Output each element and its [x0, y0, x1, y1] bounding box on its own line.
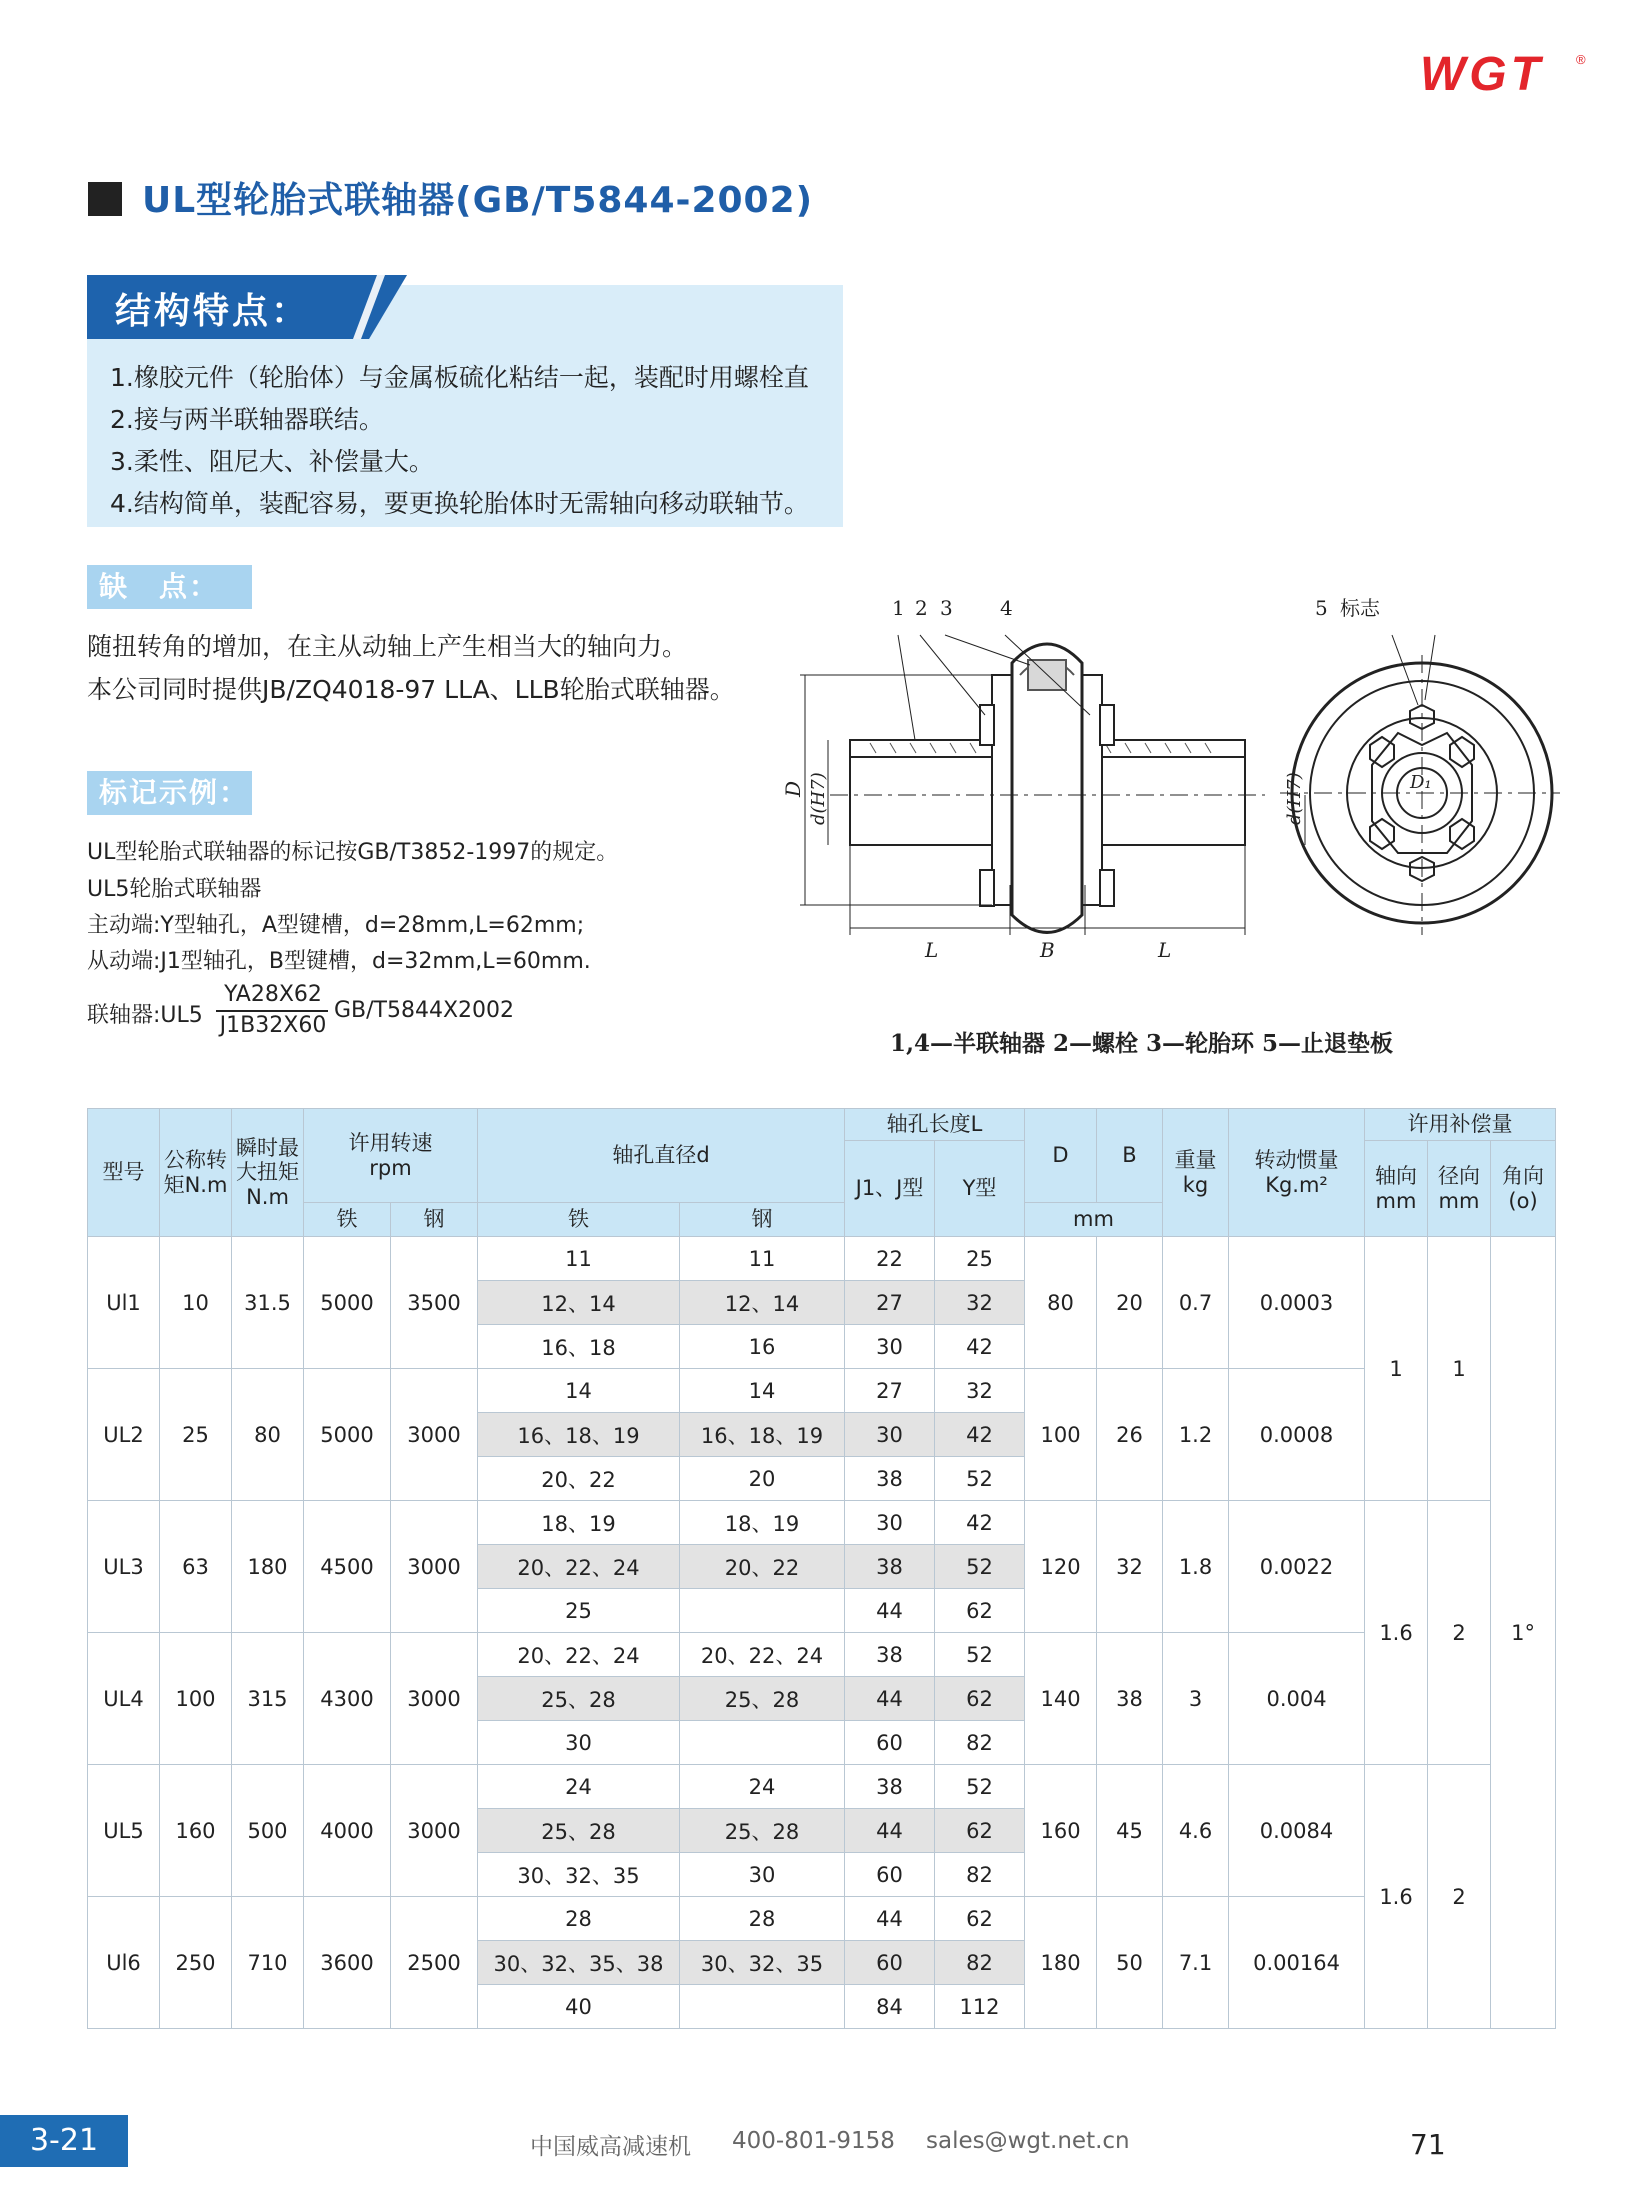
defects-line-1: 随扭转角的增加，在主从动轴上产生相当大的轴向力。	[87, 632, 688, 661]
length-y-cell: 42	[935, 1501, 1025, 1545]
bore-steel-cell: 20、22	[680, 1545, 845, 1589]
length-y-cell: 32	[935, 1281, 1025, 1325]
inertia-cell: 0.0084	[1229, 1765, 1365, 1897]
bore-steel-cell: 12、14	[680, 1281, 845, 1325]
drawing-label-dH7-side: d(H7)	[808, 772, 829, 825]
header-mm: mm	[1025, 1203, 1163, 1237]
length-y-cell: 32	[935, 1369, 1025, 1413]
weight-cell: 0.7	[1163, 1237, 1229, 1369]
weight-cell: 1.2	[1163, 1369, 1229, 1501]
header-bore: 轴孔直径d	[478, 1109, 845, 1203]
length-y-cell: 82	[935, 1853, 1025, 1897]
speed-steel-cell: 3000	[391, 1765, 478, 1897]
logo-text: WGT	[1420, 48, 1544, 98]
B-cell: 50	[1097, 1897, 1163, 2029]
bore-steel-cell	[680, 1589, 845, 1633]
bore-steel-cell: 25、28	[680, 1677, 845, 1721]
drawing-label-L-right: L	[1158, 938, 1172, 962]
speed-iron-cell: 5000	[304, 1237, 391, 1369]
length-y-cell: 42	[935, 1325, 1025, 1369]
header-axial-unit: mm	[1375, 1188, 1417, 1213]
header-angle-unit: (o)	[1508, 1188, 1538, 1213]
inertia-cell: 0.004	[1229, 1633, 1365, 1765]
D-cell: 180	[1025, 1897, 1097, 2029]
length-j1-cell: 30	[845, 1413, 935, 1457]
D-cell: 120	[1025, 1501, 1097, 1633]
bore-steel-cell: 28	[680, 1897, 845, 1941]
marking-heading: 标记示例：	[87, 771, 252, 815]
torque-cell: 10	[160, 1237, 232, 1369]
model-cell: UL5	[88, 1765, 160, 1897]
speed-iron-cell: 5000	[304, 1369, 391, 1501]
drawing-label-D1: D₁	[1410, 772, 1432, 793]
peak-cell: 315	[232, 1633, 304, 1765]
bore-iron-cell: 40	[478, 1985, 680, 2029]
length-j1-cell: 44	[845, 1589, 935, 1633]
radial-comp-cell: 2	[1428, 1501, 1491, 1765]
table-row	[88, 1501, 1556, 1545]
bore-iron-cell: 20、22、24	[478, 1633, 680, 1677]
bore-iron-cell: 24	[478, 1765, 680, 1809]
header-y: Y型	[935, 1141, 1025, 1237]
bore-steel-cell: 30、32、35	[680, 1941, 845, 1985]
page-title: UL型轮胎式联轴器(GB/T5844-2002)	[142, 180, 814, 221]
spec-table	[87, 1108, 1556, 2029]
axial-comp-cell: 1.6	[1365, 1501, 1428, 1765]
length-j1-cell: 84	[845, 1985, 935, 2029]
bore-iron-cell: 20、22	[478, 1457, 680, 1501]
header-axial	[1365, 1141, 1428, 1237]
marking-formula-suffix: GB/T5844X2002	[334, 998, 515, 1023]
length-j1-cell: 38	[845, 1633, 935, 1677]
drawing-label-dH7-front: d(H7)	[1284, 772, 1305, 825]
table-row	[88, 1765, 1556, 1809]
length-y-cell: 52	[935, 1633, 1025, 1677]
bore-iron-cell: 16、18、19	[478, 1413, 680, 1457]
length-y-cell: 82	[935, 1941, 1025, 1985]
page-number: 71	[1410, 2128, 1446, 2161]
fraction-bar	[216, 1010, 328, 1012]
model-cell: Ul6	[88, 1897, 160, 2029]
drawing-label-4: 4	[1000, 596, 1013, 620]
speed-iron-cell: 4000	[304, 1765, 391, 1897]
bore-iron-cell: 25、28	[478, 1677, 680, 1721]
drawing-caption: 1,4—半联轴器 2—螺栓 3—轮胎环 5—止退垫板	[890, 1030, 1394, 1057]
header-speed-steel: 钢	[391, 1203, 478, 1237]
marking-formula-denominator: J1B32X60	[219, 1013, 327, 1038]
bore-steel-cell: 18、19	[680, 1501, 845, 1545]
marking-line-2: UL5轮胎式联轴器	[87, 877, 262, 902]
B-cell: 32	[1097, 1501, 1163, 1633]
angle-comp-cell: 1°	[1491, 1237, 1556, 2029]
axial-comp-cell: 1.6	[1365, 1765, 1428, 2029]
torque-cell: 100	[160, 1633, 232, 1765]
header-compensation: 许用补偿量	[1365, 1109, 1556, 1141]
length-y-cell: 42	[935, 1413, 1025, 1457]
length-j1-cell: 30	[845, 1325, 935, 1369]
header-bore-iron: 铁	[478, 1203, 680, 1237]
header-inertia-label: 转动惯量	[1254, 1148, 1339, 1173]
speed-iron-cell: 4500	[304, 1501, 391, 1633]
title-square-icon	[88, 182, 122, 216]
header-length: 轴孔长度L	[845, 1109, 1025, 1141]
length-j1-cell: 44	[845, 1897, 935, 1941]
header-D: D	[1025, 1109, 1097, 1203]
header-weight-label: 重量	[1174, 1148, 1217, 1173]
B-cell: 38	[1097, 1633, 1163, 1765]
length-j1-cell: 27	[845, 1281, 935, 1325]
footer-email: sales@wgt.net.cn	[926, 2128, 1130, 2154]
length-j1-cell: 60	[845, 1853, 935, 1897]
torque-cell: 160	[160, 1765, 232, 1897]
speed-iron-cell: 4300	[304, 1633, 391, 1765]
header-bore-steel: 钢	[680, 1203, 845, 1237]
radial-comp-cell: 2	[1428, 1765, 1491, 2029]
header-radial	[1428, 1141, 1491, 1237]
length-y-cell: 52	[935, 1765, 1025, 1809]
speed-steel-cell: 3000	[391, 1501, 478, 1633]
footer-company: 中国威高减速机	[530, 2134, 691, 2160]
inertia-cell: 0.0022	[1229, 1501, 1365, 1633]
drawing-label-2: 2	[915, 596, 928, 620]
length-j1-cell: 22	[845, 1237, 935, 1281]
length-y-cell: 112	[935, 1985, 1025, 2029]
B-cell: 26	[1097, 1369, 1163, 1501]
model-cell: UL2	[88, 1369, 160, 1501]
features-heading: 结构特点：	[115, 291, 311, 332]
length-j1-cell: 60	[845, 1941, 935, 1985]
logo-registered-mark: ®	[1576, 52, 1586, 67]
bore-steel-cell: 20、22、24	[680, 1633, 845, 1677]
bore-iron-cell: 12、14	[478, 1281, 680, 1325]
drawing-label-3: 3	[940, 596, 953, 620]
coupling-drawing	[780, 585, 1560, 980]
header-model: 型号	[88, 1109, 160, 1237]
length-y-cell: 25	[935, 1237, 1025, 1281]
bore-steel-cell: 11	[680, 1237, 845, 1281]
bore-steel-cell	[680, 1721, 845, 1765]
drawing-label-1: 1	[892, 596, 905, 620]
header-speed-unit: rpm	[369, 1155, 412, 1180]
defects-heading: 缺 点：	[87, 565, 252, 609]
model-cell: Ul1	[88, 1237, 160, 1369]
wgt-logo	[1420, 48, 1590, 98]
model-cell: UL4	[88, 1633, 160, 1765]
header-inertia	[1229, 1109, 1365, 1237]
marking-line-3: 主动端:Y型轴孔，A型键槽，d=28mm,L=62mm;	[87, 913, 585, 938]
inertia-cell: 0.0008	[1229, 1369, 1365, 1501]
radial-comp-cell: 1	[1428, 1237, 1491, 1501]
bore-iron-cell: 30、32、35、38	[478, 1941, 680, 1985]
bore-iron-cell: 11	[478, 1237, 680, 1281]
table-row	[88, 1237, 1556, 1281]
header-angle	[1491, 1141, 1556, 1237]
torque-cell: 63	[160, 1501, 232, 1633]
bore-steel-cell: 14	[680, 1369, 845, 1413]
length-y-cell: 62	[935, 1677, 1025, 1721]
peak-cell: 180	[232, 1501, 304, 1633]
length-y-cell: 52	[935, 1457, 1025, 1501]
length-j1-cell: 44	[845, 1809, 935, 1853]
bore-iron-cell: 18、19	[478, 1501, 680, 1545]
marking-line-4: 从动端:J1型轴孔，B型键槽，d=32mm,L=60mm.	[87, 949, 591, 974]
header-j1: J1、J型	[845, 1141, 935, 1237]
inertia-cell: 0.0003	[1229, 1237, 1365, 1369]
header-inertia-unit: Kg.m²	[1265, 1172, 1328, 1197]
bore-steel-cell	[680, 1985, 845, 2029]
bore-steel-cell: 16、18、19	[680, 1413, 845, 1457]
length-j1-cell: 38	[845, 1765, 935, 1809]
header-weight-unit: kg	[1182, 1172, 1209, 1197]
length-j1-cell: 60	[845, 1721, 935, 1765]
D-cell: 140	[1025, 1633, 1097, 1765]
table-row	[88, 1369, 1556, 1413]
header-speed-iron: 铁	[304, 1203, 391, 1237]
B-cell: 20	[1097, 1237, 1163, 1369]
bore-iron-cell: 14	[478, 1369, 680, 1413]
peak-cell: 710	[232, 1897, 304, 2029]
peak-cell: 31.5	[232, 1237, 304, 1369]
length-y-cell: 52	[935, 1545, 1025, 1589]
length-y-cell: 62	[935, 1897, 1025, 1941]
weight-cell: 3	[1163, 1633, 1229, 1765]
feature-item-1: 1.橡胶元件（轮胎体）与金属板硫化粘结一起，装配时用螺栓直	[110, 363, 809, 392]
weight-cell: 1.8	[1163, 1501, 1229, 1633]
header-weight	[1163, 1109, 1229, 1237]
D-cell: 100	[1025, 1369, 1097, 1501]
feature-item-2: 2.接与两半联轴器联结。	[110, 405, 384, 434]
bore-iron-cell: 16、18	[478, 1325, 680, 1369]
length-y-cell: 62	[935, 1809, 1025, 1853]
speed-steel-cell: 3000	[391, 1369, 478, 1501]
bore-steel-cell: 16	[680, 1325, 845, 1369]
length-y-cell: 82	[935, 1721, 1025, 1765]
speed-iron-cell: 3600	[304, 1897, 391, 2029]
peak-cell: 500	[232, 1765, 304, 1897]
bore-steel-cell: 20	[680, 1457, 845, 1501]
speed-steel-cell: 2500	[391, 1897, 478, 2029]
drawing-label-B: B	[1040, 938, 1055, 962]
marking-formula-prefix: 联轴器:UL5	[87, 1003, 203, 1028]
footer-phone: 400-801-9158	[732, 2128, 895, 2154]
drawing-label-mark: 标志	[1340, 596, 1380, 620]
bore-iron-cell: 28	[478, 1897, 680, 1941]
speed-steel-cell: 3500	[391, 1237, 478, 1369]
feature-item-3: 3.柔性、阻尼大、补偿量大。	[110, 447, 434, 476]
header-axial-label: 轴向	[1375, 1164, 1418, 1189]
defects-line-2: 本公司同时提供JB/ZQ4018-97 LLA、LLB轮胎式联轴器。	[87, 675, 735, 704]
marking-formula-numerator: YA28X62	[224, 982, 322, 1007]
axial-comp-cell: 1	[1365, 1237, 1428, 1501]
bore-steel-cell: 25、28	[680, 1809, 845, 1853]
header-speed-label: 许用转速	[348, 1131, 433, 1156]
header-radial-unit: mm	[1438, 1188, 1480, 1213]
drawing-label-5: 5	[1315, 596, 1328, 620]
length-j1-cell: 44	[845, 1677, 935, 1721]
header-B: B	[1097, 1109, 1163, 1203]
model-cell: UL3	[88, 1501, 160, 1633]
header-torque: 公称转矩N.m	[160, 1109, 232, 1237]
bore-iron-cell: 30、32、35	[478, 1853, 680, 1897]
bore-iron-cell: 25	[478, 1589, 680, 1633]
speed-steel-cell: 3000	[391, 1633, 478, 1765]
length-j1-cell: 30	[845, 1501, 935, 1545]
marking-line-1: UL型轮胎式联轴器的标记按GB/T3852-1997的规定。	[87, 840, 619, 865]
weight-cell: 7.1	[1163, 1897, 1229, 2029]
table-row	[88, 1897, 1556, 1941]
B-cell: 45	[1097, 1765, 1163, 1897]
D-cell: 160	[1025, 1765, 1097, 1897]
peak-cell: 80	[232, 1369, 304, 1501]
length-j1-cell: 27	[845, 1369, 935, 1413]
bore-iron-cell: 20、22、24	[478, 1545, 680, 1589]
bore-steel-cell: 24	[680, 1765, 845, 1809]
table-row	[88, 1633, 1556, 1677]
feature-item-4: 4.结构简单，装配容易，要更换轮胎体时无需轴向移动联轴节。	[110, 489, 809, 518]
drawing-label-L-left: L	[925, 938, 939, 962]
length-j1-cell: 38	[845, 1457, 935, 1501]
bore-iron-cell: 30	[478, 1721, 680, 1765]
inertia-cell: 0.00164	[1229, 1897, 1365, 2029]
header-angle-label: 角向	[1502, 1164, 1545, 1189]
torque-cell: 250	[160, 1897, 232, 2029]
weight-cell: 4.6	[1163, 1765, 1229, 1897]
header-speed	[304, 1109, 478, 1203]
torque-cell: 25	[160, 1369, 232, 1501]
header-peak-torque: 瞬时最大扭矩N.m	[232, 1109, 304, 1237]
length-y-cell: 62	[935, 1589, 1025, 1633]
length-j1-cell: 38	[845, 1545, 935, 1589]
D-cell: 80	[1025, 1237, 1097, 1369]
header-radial-label: 径向	[1438, 1164, 1481, 1189]
drawing-label-D: D	[781, 780, 805, 797]
section-tab: 3-21	[0, 2115, 128, 2167]
bore-iron-cell: 25、28	[478, 1809, 680, 1853]
bore-steel-cell: 30	[680, 1853, 845, 1897]
